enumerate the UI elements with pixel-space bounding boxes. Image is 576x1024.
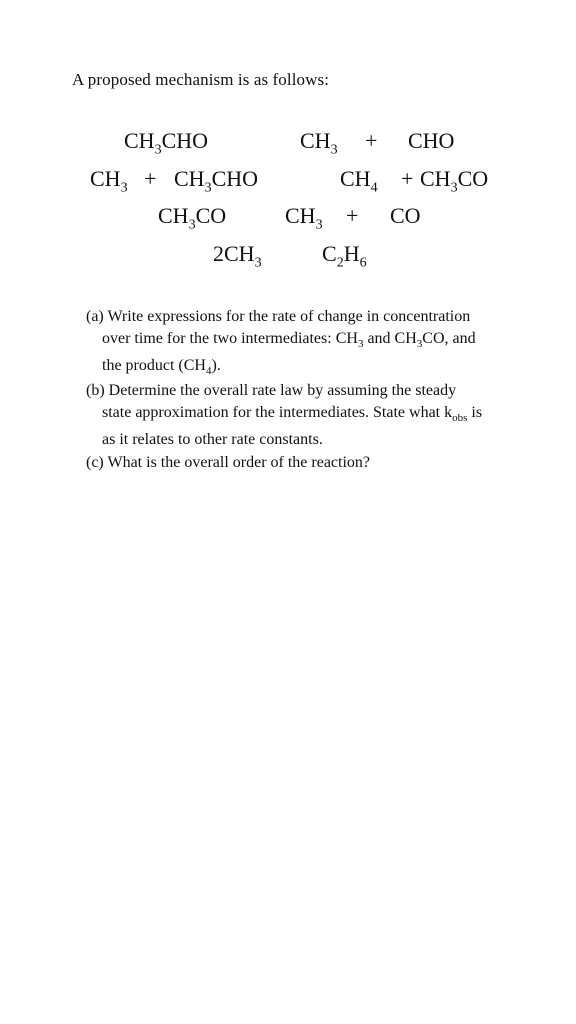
step1-reactant: $CH_3CHO$	[124, 128, 209, 158]
step1-product-2: CHO	[408, 128, 455, 153]
step2-product-1: $CH_4$	[340, 166, 378, 196]
step4-reactant: $2CH_3$	[213, 241, 262, 271]
step2-reactant-2: $CH_3CHO$	[174, 166, 259, 196]
step2-plus-2: +	[401, 166, 414, 191]
intro-text: A proposed mechanism is as follows:	[72, 70, 330, 89]
step1-plus: +	[365, 128, 378, 153]
question-a-line2: over time for the two intermediates: $CH_3$ and $CH_3CO$, and	[102, 330, 476, 351]
step2-plus-1: +	[144, 166, 157, 191]
question-c	[86, 452, 526, 474]
question-b-line3: as it relates to other rate constants.	[102, 431, 323, 449]
step3-plus: +	[346, 203, 359, 228]
question-a-line3: the product $(CH_4)$.	[102, 357, 221, 378]
step4-product: $C_2H_6$	[322, 241, 367, 271]
step3-product-1: $CH_3$	[285, 203, 323, 233]
question-b	[86, 380, 526, 451]
step3-reactant: $CH_3CO$	[158, 203, 227, 233]
question-b-line1: (b) Determine the overall rate law by assuming the steady	[86, 382, 457, 399]
question-b-line2: state approximation for the intermediates. State what $k_{obs}$ is	[102, 404, 483, 425]
step3-product-2: CO	[390, 203, 421, 228]
step2-reactant-1: $CH_3$	[90, 166, 128, 196]
step1-product-1: $CH_3$	[300, 128, 338, 158]
step2-product-2: $CH_3CO$	[420, 166, 489, 196]
question-a	[86, 306, 526, 382]
question-a-line1: (a) Write expressions for the rate of change in concentration	[86, 308, 471, 325]
question-c-line1: (c) What is the overall order of the reaction?	[86, 454, 371, 471]
